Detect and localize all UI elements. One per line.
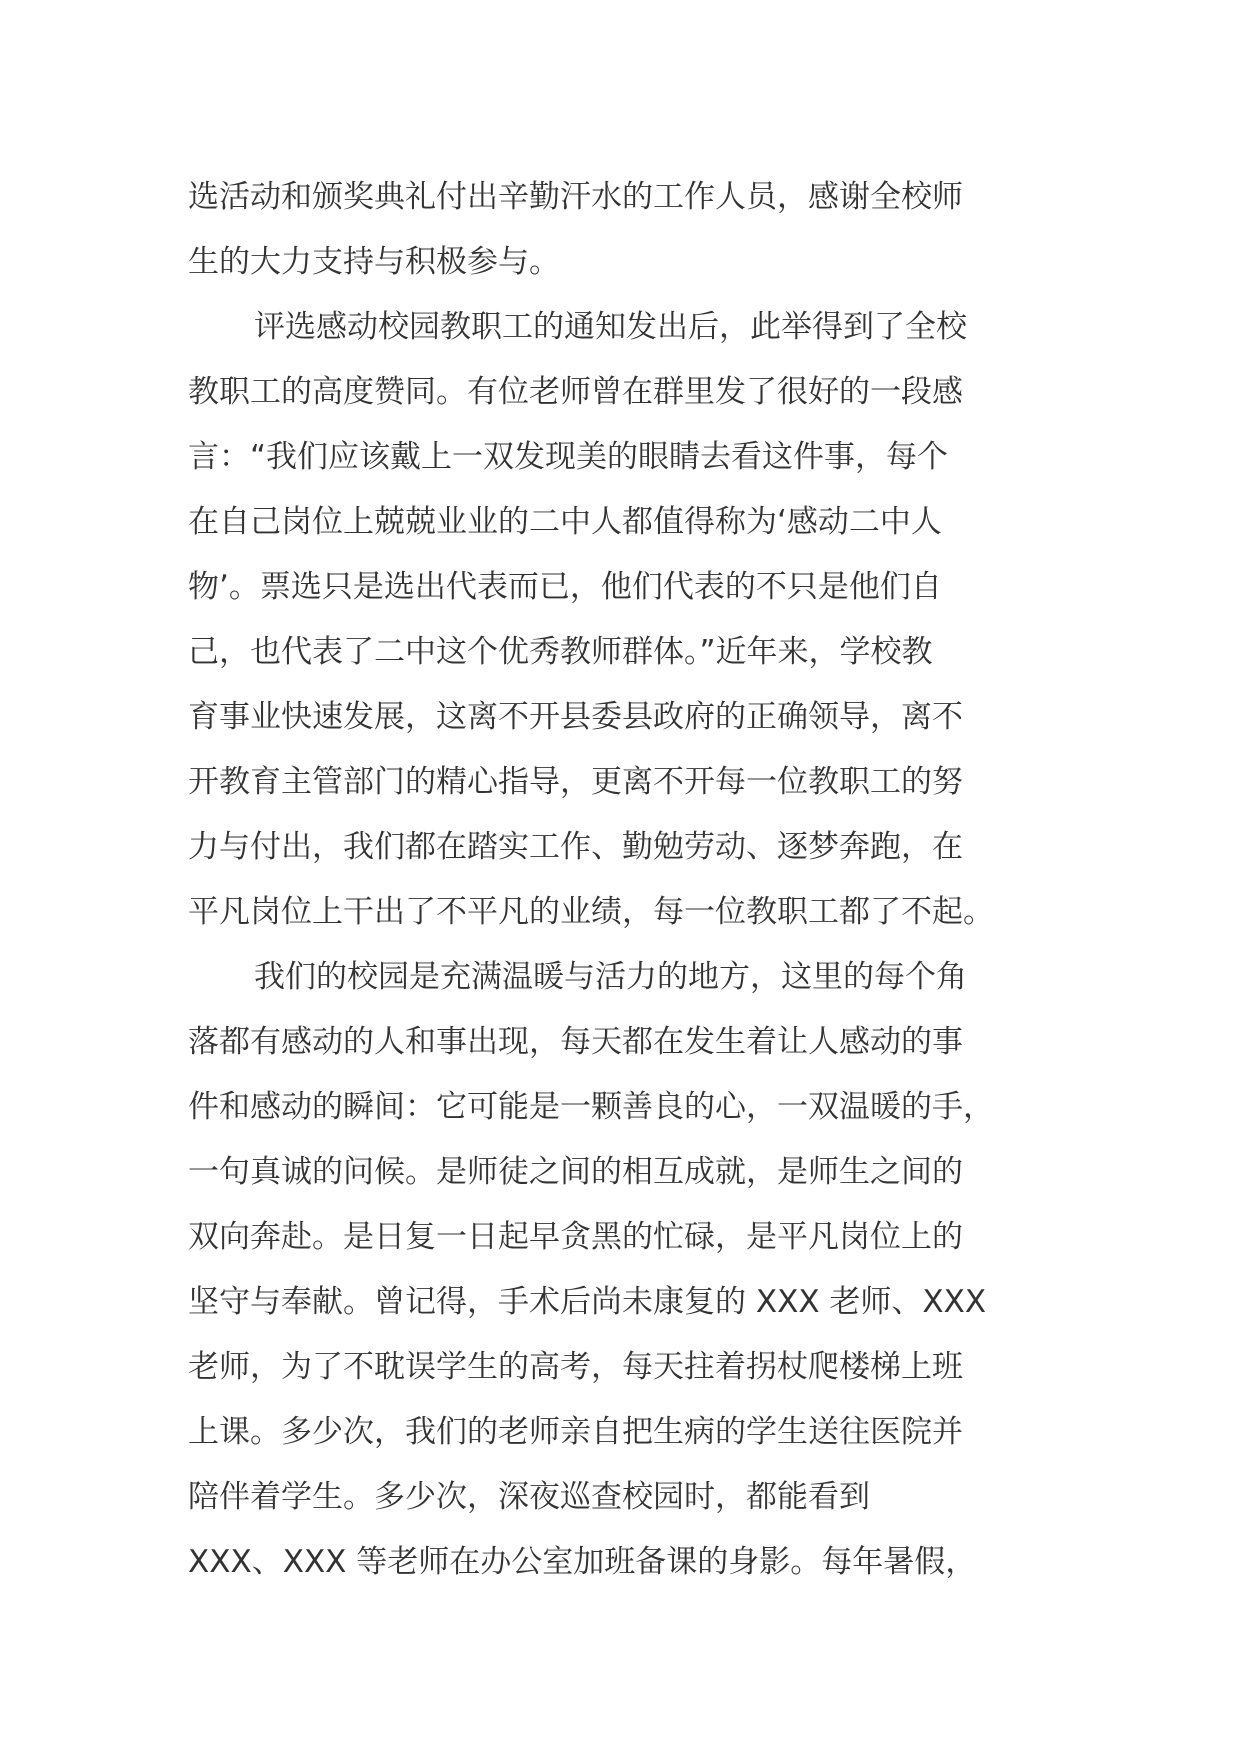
text-line: XXX、XXX 等老师在办公室加班备课的身影。每年暑假， — [188, 1544, 977, 1580]
text-line: 老师，为了不耽误学生的高考，每天拄着拐杖爬楼梯上班 — [188, 1349, 963, 1385]
text-line: 言：“我们应该戴上一双发现美的眼睛去看这件事，每个 — [188, 439, 949, 475]
document-body — [188, 165, 1048, 1595]
text-line: 育事业快速发展，这离不开县委县政府的正确领导，离不 — [188, 699, 963, 735]
paragraph-start-line: 评选感动校园教职工的通知发出后，此举得到了全校 — [254, 309, 967, 345]
text-line: 双向奔赴。是日复一日起早贪黑的忙碌，是平凡岗位上的 — [188, 1219, 963, 1255]
text-line: 在自己岗位上兢兢业业的二中人都值得称为‘感动二中人 — [188, 504, 942, 540]
text-line: 物’。票选只是选出代表而已，他们代表的不只是他们自 — [188, 569, 942, 605]
text-line: 力与付出，我们都在踏实工作、勤勉劳动、逐梦奔跑，在 — [188, 829, 963, 865]
text-line: 落都有感动的人和事出现，每天都在发生着让人感动的事 — [188, 1024, 963, 1060]
text-line: 教职工的高度赞同。有位老师曾在群里发了很好的一段感 — [188, 374, 963, 410]
text-line: 上课。多少次，我们的老师亲自把生病的学生送往医院并 — [188, 1414, 963, 1450]
text-line: 开教育主管部门的精心指导，更离不开每一位教职工的努 — [188, 764, 963, 800]
text-line: 平凡岗位上干出了不平凡的业绩，每一位教职工都了不起。 — [188, 894, 994, 930]
text-line: 件和感动的瞬间：它可能是一颗善良的心，一双温暖的手， — [188, 1089, 994, 1125]
paragraph-start-line: 我们的校园是充满温暖与活力的地方，这里的每个角 — [254, 959, 967, 995]
text-line: 生的大力支持与积极参与。 — [188, 244, 560, 280]
text-line: 选活动和颁奖典礼付出辛勤汗水的工作人员，感谢全校师 — [188, 179, 963, 215]
text-line: 陪伴着学生。多少次，深夜巡查校园时，都能看到 — [188, 1479, 870, 1515]
text-line: 坚守与奉献。曾记得，手术后尚未康复的 XXX 老师、XXX — [188, 1284, 987, 1320]
text-line: 己，也代表了二中这个优秀教师群体。”近年来，学校教 — [188, 634, 933, 670]
text-line: 一句真诚的问候。是师徒之间的相互成就，是师生之间的 — [188, 1154, 963, 1190]
